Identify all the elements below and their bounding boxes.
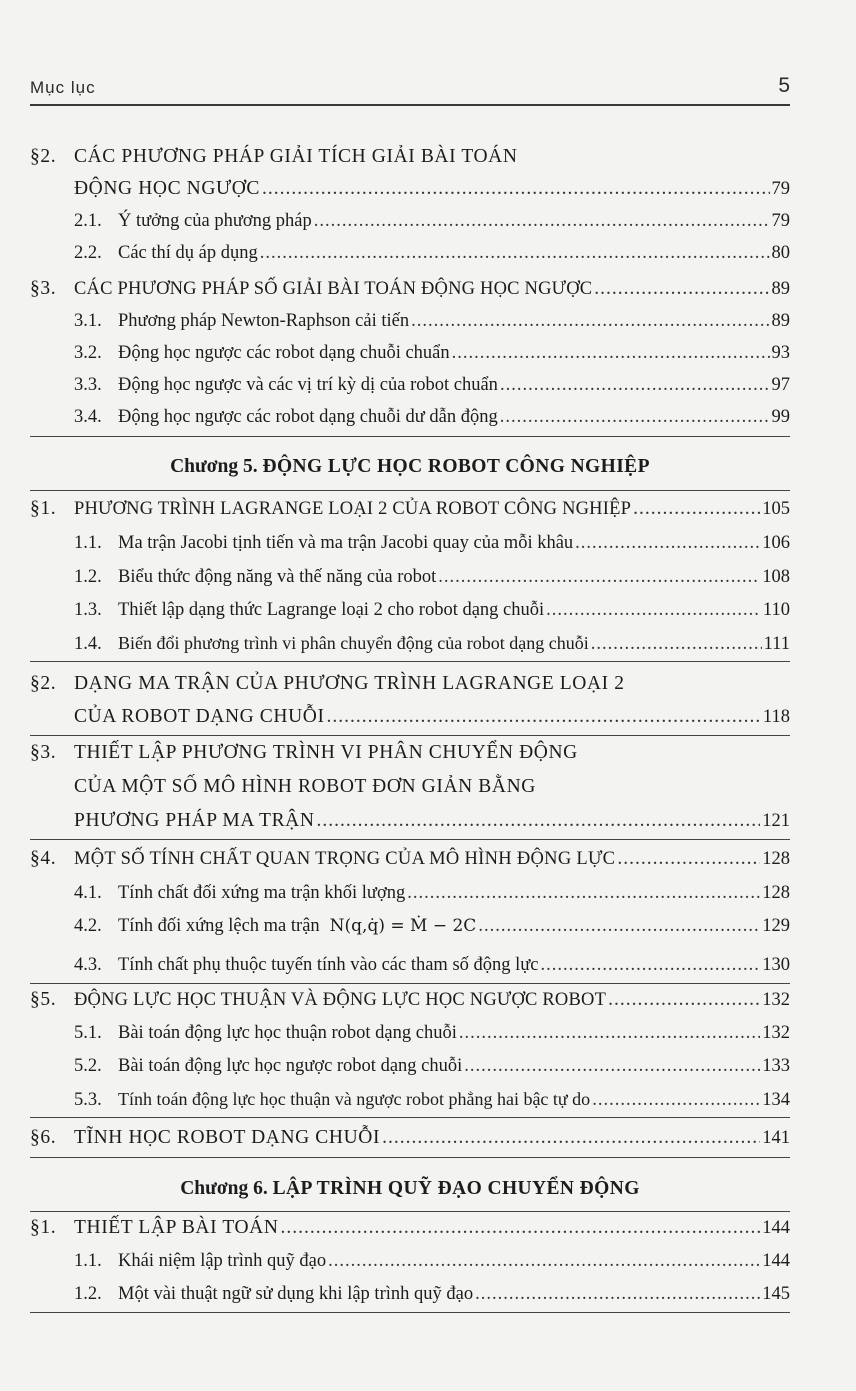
section-rule: [30, 436, 790, 437]
entry-page: 129: [762, 916, 790, 936]
toc-entry-ch5-s3-cont1[interactable]: [30, 775, 790, 799]
toc-entry-5-3[interactable]: [30, 1087, 790, 1112]
running-head: Mục lục: [30, 78, 96, 97]
entry-number: 2.1.: [74, 211, 102, 231]
entry-title: ĐỘNG LỰC HỌC THUẬN VÀ ĐỘNG LỰC HỌC NGƯỢC ROBOT: [74, 990, 607, 1010]
entry-page: 106: [762, 533, 790, 553]
dot-leader: [594, 277, 769, 301]
toc-entry-6-1-2[interactable]: [30, 1282, 790, 1306]
toc-entry-ch4-s2[interactable]: [30, 145, 790, 169]
chapter-heading[interactable]: [30, 456, 790, 478]
dot-leader: [633, 497, 760, 521]
entry-number: 5.1.: [74, 1023, 102, 1043]
dot-leader: [475, 1282, 760, 1306]
entry-page: 79: [771, 179, 790, 199]
chapter-label: Chương 6.: [180, 1178, 268, 1199]
entry-title: Động học ngược và các vị trí kỳ dị của robot chuẩn: [118, 375, 498, 395]
entry-page: 141: [762, 1128, 790, 1148]
entry-number: 1.3.: [74, 600, 102, 620]
entry-page: 145: [762, 1284, 790, 1304]
toc-entry-2-2[interactable]: [30, 241, 790, 265]
entry-number: 4.3.: [74, 955, 102, 975]
entry-number: 5.2.: [74, 1056, 102, 1076]
dot-leader: [459, 1021, 760, 1045]
entry-number: 5.3.: [74, 1090, 102, 1110]
entry-number: 4.2.: [74, 916, 102, 936]
entry-number: 1.1.: [74, 533, 102, 553]
dot-leader: [382, 1126, 760, 1150]
section-rule: [30, 983, 790, 984]
dot-leader: [411, 309, 769, 333]
page-number: 5: [778, 74, 790, 97]
toc-entry-ch4-s3[interactable]: [30, 277, 790, 301]
entry-number: 4.1.: [74, 883, 102, 903]
entry-title: Phương pháp Newton-Raphson cải tiến: [118, 311, 410, 331]
entry-title: Tính chất đối xứng ma trận khối lượng: [118, 883, 406, 903]
entry-number: §6.: [30, 1127, 57, 1148]
entry-title: Tính đối xứng lệch ma trận: [118, 916, 320, 936]
toc-entry-ch6-s1[interactable]: [30, 1216, 790, 1240]
entry-page: 79: [771, 211, 790, 231]
entry-page: 118: [762, 707, 790, 727]
chapter-heading[interactable]: [30, 1178, 790, 1200]
toc-entry-ch5-s5[interactable]: [30, 988, 790, 1012]
entry-title: Tính toán động lực học thuận và ngược robot phẳng hai bậc tự do: [118, 1089, 591, 1109]
entry-title: PHƯƠNG TRÌNH LAGRANGE LOẠI 2 CỦA ROBOT CÔNG NGHIỆP: [74, 499, 632, 519]
dot-leader: [262, 177, 769, 201]
entry-title: Một vài thuật ngữ sử dụng khi lập trình quỹ đạo: [118, 1284, 474, 1304]
toc-entry-3-3[interactable]: [30, 373, 790, 397]
dot-leader: [260, 241, 770, 265]
entry-number: 2.2.: [74, 243, 102, 263]
entry-title: Ma trận Jacobi tịnh tiến và ma trận Jacobi quay của mỗi khâu: [118, 533, 574, 553]
dot-leader: [407, 881, 760, 905]
dot-leader: [314, 209, 770, 233]
entry-page: 128: [762, 849, 790, 869]
toc-entry-1-3[interactable]: [30, 598, 790, 622]
toc-entry-5-2[interactable]: [30, 1054, 790, 1078]
section-rule: [30, 1117, 790, 1118]
entry-number: 3.3.: [74, 375, 102, 395]
entry-title: CÁC PHƯƠNG PHÁP GIẢI TÍCH GIẢI BÀI TOÁN: [74, 146, 518, 167]
entry-title: THIẾT LẬP PHƯƠNG TRÌNH VI PHÂN CHUYỂN ĐỘNG: [74, 742, 578, 763]
entry-page: 128: [762, 883, 790, 903]
entry-page: 132: [762, 990, 790, 1010]
chapter-title: LẬP TRÌNH QUỸ ĐẠO CHUYỂN ĐỘNG: [272, 1178, 640, 1199]
dot-leader: [452, 341, 770, 365]
entry-title: Bài toán động lực học thuận robot dạng chuỗi: [118, 1023, 457, 1043]
entry-number: §2.: [30, 146, 57, 167]
entry-title: TĨNH HỌC ROBOT DẠNG CHUỖI: [74, 1127, 381, 1148]
entry-page: 89: [771, 279, 790, 299]
entry-number: §3.: [30, 278, 57, 299]
section-rule: [30, 735, 790, 736]
header-rule: [30, 104, 790, 106]
dot-leader: [546, 598, 761, 622]
page-header: [30, 74, 790, 104]
entry-page: 121: [762, 811, 790, 831]
entry-number: 1.1.: [74, 1251, 102, 1271]
dot-leader: [591, 632, 762, 656]
dot-leader: [592, 1088, 760, 1112]
entry-page: 110: [762, 600, 790, 620]
entry-title: Động học ngược các robot dạng chuỗi dư dẫn động: [118, 407, 498, 427]
entry-title: CỦA ROBOT DẠNG CHUỖI: [74, 706, 325, 727]
chapter-title: ĐỘNG LỰC HỌC ROBOT CÔNG NGHIỆP: [262, 456, 650, 477]
entry-title: Biến đổi phương trình vi phân chuyển động của robot dạng chuỗi: [118, 633, 589, 653]
dot-leader: [608, 988, 760, 1012]
entry-page: 144: [762, 1218, 790, 1238]
chapter-rule: [30, 1211, 790, 1212]
toc-entry-2-1[interactable]: [30, 209, 790, 233]
entry-page: 105: [762, 499, 790, 519]
entry-number: §4.: [30, 848, 57, 869]
toc-entry-1-1[interactable]: [30, 531, 790, 555]
section-rule: [30, 1157, 790, 1158]
entry-number: 1.2.: [74, 1284, 102, 1304]
toc-entry-3-1[interactable]: [30, 309, 790, 333]
toc-entry-ch5-s3-cont2[interactable]: [30, 809, 790, 833]
dot-leader: [464, 1054, 760, 1078]
entry-title: MỘT SỐ TÍNH CHẤT QUAN TRỌNG CỦA MÔ HÌNH ĐỘNG LỰC: [74, 849, 616, 869]
dot-leader: [575, 531, 760, 555]
dot-leader: [438, 565, 760, 589]
dot-leader: [328, 1249, 760, 1273]
entry-page: 133: [762, 1056, 790, 1076]
toc-entry-3-4[interactable]: [30, 405, 790, 429]
dot-leader: [617, 847, 760, 871]
dot-leader: [327, 705, 761, 729]
entry-page: 99: [771, 407, 790, 427]
entry-title: ĐỘNG HỌC NGƯỢC: [74, 178, 261, 199]
toc-entry-4-1[interactable]: [30, 881, 790, 905]
toc-entry-4-3[interactable]: [30, 953, 790, 977]
dot-leader: [500, 373, 770, 397]
dot-leader: [541, 953, 761, 977]
entry-number: §2.: [30, 673, 57, 694]
toc-entry-1-2[interactable]: [30, 565, 790, 589]
entry-number: 1.2.: [74, 567, 102, 587]
entry-title: Tính chất phụ thuộc tuyến tính vào các tham số động lực: [118, 955, 539, 975]
entry-title: Ý tưởng của phương pháp: [118, 211, 312, 231]
entry-page: 132: [762, 1023, 790, 1043]
entry-title: Khái niệm lập trình quỹ đạo: [118, 1251, 327, 1271]
section-rule: [30, 661, 790, 662]
toc-entry-6-1-1[interactable]: [30, 1249, 790, 1273]
entry-number: §5.: [30, 989, 57, 1010]
entry-page: 80: [771, 243, 790, 263]
toc-entry-ch4-s2-cont[interactable]: [30, 177, 790, 201]
entry-title: THIẾT LẬP BÀI TOÁN: [74, 1217, 279, 1238]
entry-title: Bài toán động lực học ngược robot dạng chuỗi: [118, 1056, 463, 1076]
entry-page: 111: [763, 634, 790, 654]
entry-title: DẠNG MA TRẬN CỦA PHƯƠNG TRÌNH LAGRANGE LOẠI 2: [74, 673, 625, 694]
toc-entry-ch5-s2-cont[interactable]: [30, 705, 790, 729]
entry-number: 1.4.: [74, 634, 102, 654]
dot-leader: [478, 914, 760, 938]
frame-tick: [30, 490, 31, 491]
entry-title: Các thí dụ áp dụng: [118, 243, 258, 263]
chapter-label: Chương 5.: [170, 456, 258, 477]
entry-title: Thiết lập dạng thức Lagrange loại 2 cho robot dạng chuỗi: [118, 600, 545, 620]
entry-title: Biểu thức động năng và thế năng của robot: [118, 567, 437, 587]
entry-page: 134: [762, 1090, 790, 1110]
entry-number: 3.1.: [74, 311, 102, 331]
chapter-rule: [30, 490, 790, 491]
toc-entry-4-2[interactable]: [30, 914, 790, 938]
toc-entry-ch5-s2[interactable]: [30, 672, 790, 696]
entry-page: 144: [762, 1251, 790, 1271]
entry-title: CỦA MỘT SỐ MÔ HÌNH ROBOT ĐƠN GIẢN BẰNG: [74, 776, 536, 797]
entry-title: Động học ngược các robot dạng chuỗi chuẩn: [118, 343, 450, 363]
entry-number: §1.: [30, 1217, 57, 1238]
dot-leader: [500, 405, 770, 429]
entry-page: 130: [762, 955, 790, 975]
entry-page: 89: [771, 311, 790, 331]
entry-page: 97: [771, 375, 790, 395]
dot-leader: [281, 1216, 761, 1240]
entry-number: 3.4.: [74, 407, 102, 427]
entry-number: §3.: [30, 742, 57, 763]
entry-title: CÁC PHƯƠNG PHÁP SỐ GIẢI BÀI TOÁN ĐỘNG HỌC NGƯỢC: [74, 279, 593, 299]
entry-page: 93: [771, 343, 790, 363]
entry-number: 3.2.: [74, 343, 102, 363]
dot-leader: [317, 809, 761, 833]
section-rule: [30, 1312, 790, 1313]
toc-entry-ch5-s1[interactable]: [30, 497, 790, 521]
toc-entry-5-1[interactable]: [30, 1021, 790, 1045]
toc-entry-ch5-s6[interactable]: [30, 1126, 790, 1150]
toc-entry-ch5-s3[interactable]: [30, 741, 790, 765]
toc-entry-1-4[interactable]: [30, 631, 790, 656]
toc-entry-ch5-s4[interactable]: [30, 847, 790, 871]
entry-formula: N(q,q̇) = Ṁ − 2C: [329, 916, 477, 936]
entry-page: 108: [762, 567, 790, 587]
entry-title: PHƯƠNG PHÁP MA TRẬN: [74, 810, 315, 831]
section-rule: [30, 839, 790, 840]
toc-entry-3-2[interactable]: [30, 341, 790, 365]
entry-number: §1.: [30, 498, 57, 519]
